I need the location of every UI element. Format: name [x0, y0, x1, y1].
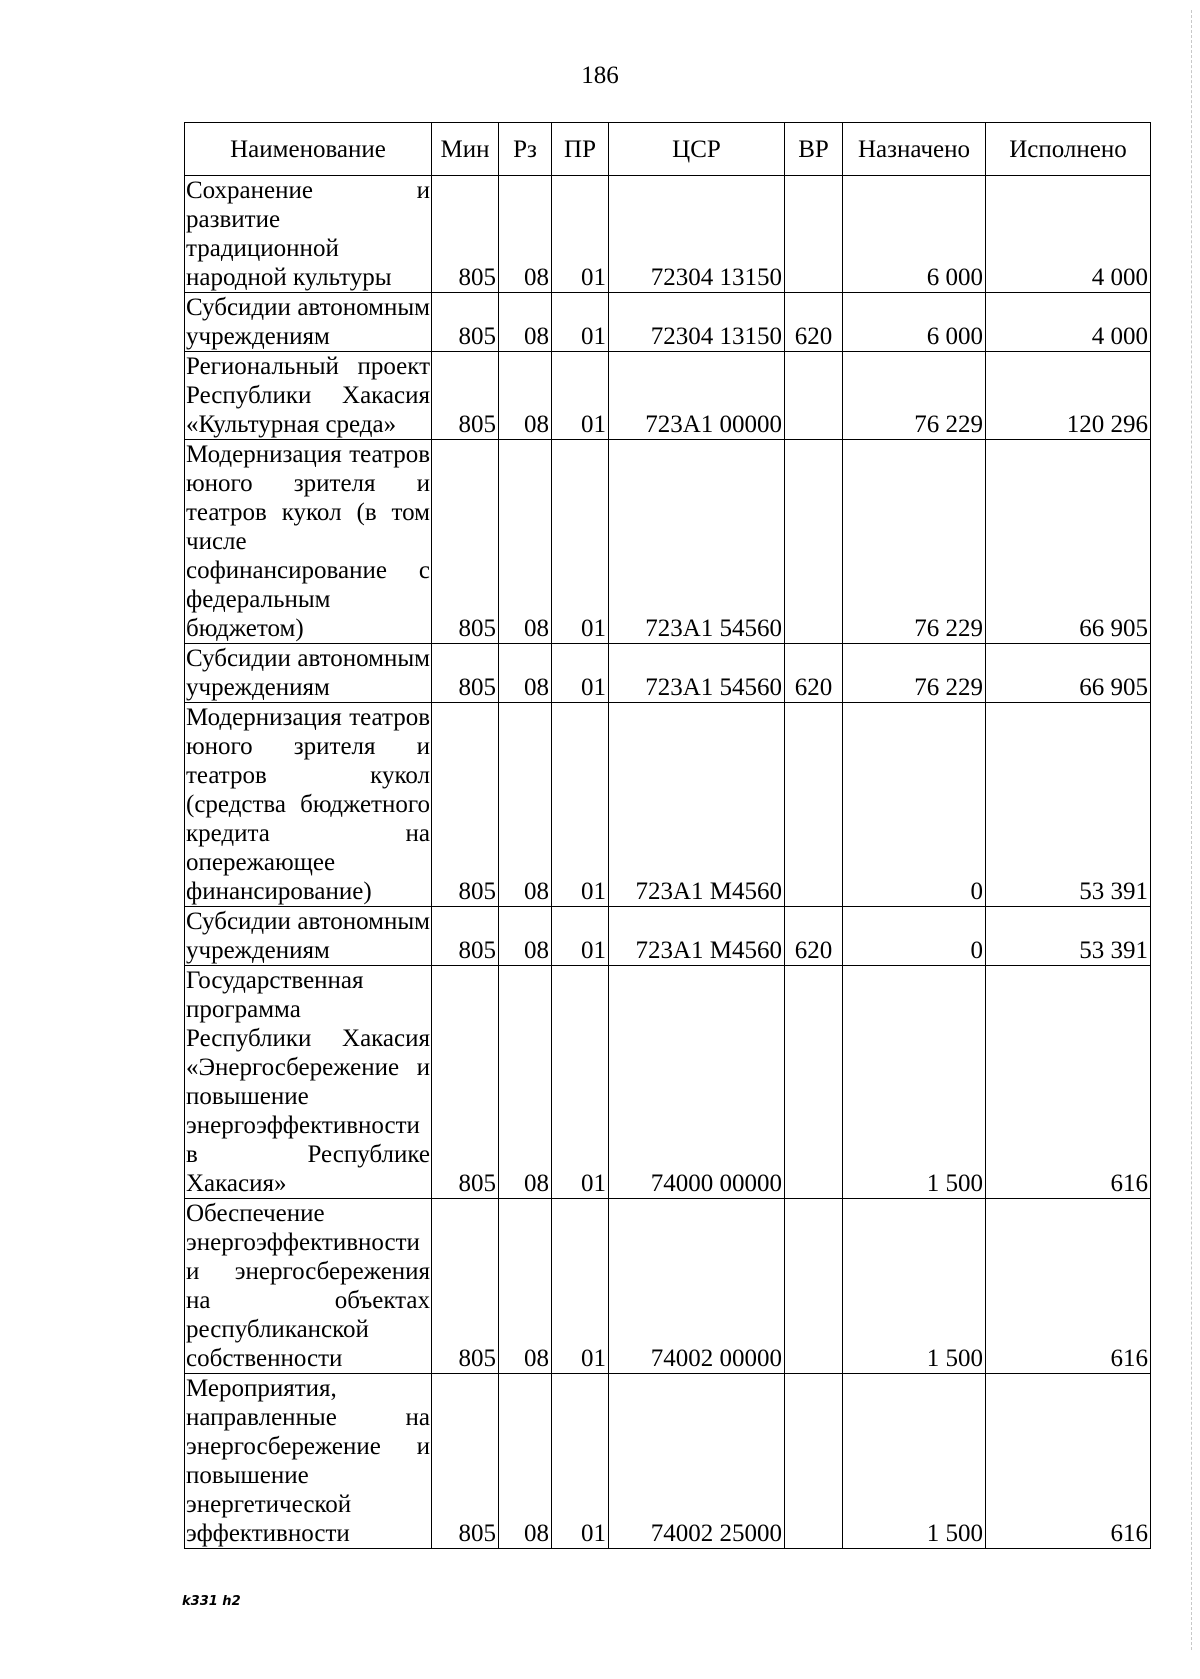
row-pr: 01 [552, 352, 609, 440]
row-assigned: 1 500 [843, 1374, 986, 1549]
table-row [185, 644, 1151, 703]
row-executed: 120 296 [986, 352, 1151, 440]
row-executed: 616 [986, 1199, 1151, 1374]
row-min: 805 [432, 440, 499, 644]
row-csr: 723А1 54560 [609, 644, 785, 703]
row-rz: 08 [499, 644, 552, 703]
row-name: Субсидии автономным учреждениям [186, 294, 430, 350]
table-header-row [185, 123, 1151, 176]
row-assigned: 76 229 [843, 352, 986, 440]
row-csr: 74000 00000 [609, 966, 785, 1199]
row-executed: 4 000 [986, 293, 1151, 352]
row-assigned: 6 000 [843, 176, 986, 293]
row-rz: 08 [499, 440, 552, 644]
table-row [185, 352, 1151, 440]
table-row [185, 1199, 1151, 1374]
row-pr: 01 [552, 1199, 609, 1374]
row-executed: 66 905 [986, 644, 1151, 703]
row-csr: 723А1 54560 [609, 440, 785, 644]
table-row [185, 176, 1151, 293]
header-rz: Рз [499, 123, 552, 176]
table-row [185, 966, 1151, 1199]
row-rz: 08 [499, 966, 552, 1199]
row-pr: 01 [552, 293, 609, 352]
row-assigned: 76 229 [843, 440, 986, 644]
row-pr: 01 [552, 644, 609, 703]
row-rz: 08 [499, 352, 552, 440]
row-vr [785, 440, 843, 644]
header-csr: ЦСР [609, 123, 785, 176]
row-vr [785, 1374, 843, 1549]
row-name: Государственная программа Республики Хакасия «Энергосбережение и повышение энергоэффективности в Республике Хакасия» [186, 967, 430, 1197]
row-rz: 08 [499, 176, 552, 293]
row-executed: 53 391 [986, 907, 1151, 966]
row-assigned: 0 [843, 703, 986, 907]
row-executed: 66 905 [986, 440, 1151, 644]
row-csr: 74002 25000 [609, 1374, 785, 1549]
row-rz: 08 [499, 1199, 552, 1374]
row-min: 805 [432, 1374, 499, 1549]
row-pr: 01 [552, 703, 609, 907]
row-min: 805 [432, 966, 499, 1199]
row-vr [785, 1199, 843, 1374]
row-rz: 08 [499, 907, 552, 966]
row-name: Сохранение и развитие традиционной народной культуры [186, 177, 430, 291]
row-min: 805 [432, 907, 499, 966]
row-assigned: 1 500 [843, 966, 986, 1199]
row-vr [785, 703, 843, 907]
row-min: 805 [432, 1199, 499, 1374]
row-executed: 53 391 [986, 703, 1151, 907]
row-name: Модернизация театров юного зрителя и театров кукол (в том числе софинансирование с федеральным бюджетом) [186, 441, 430, 642]
row-vr [785, 966, 843, 1199]
footer-code: k331 h2 [182, 1594, 241, 1609]
row-csr: 72304 13150 [609, 176, 785, 293]
row-min: 805 [432, 352, 499, 440]
row-rz: 08 [499, 703, 552, 907]
row-min: 805 [432, 644, 499, 703]
row-rz: 08 [499, 1374, 552, 1549]
row-vr: 620 [785, 644, 843, 703]
header-pr: ПР [552, 123, 609, 176]
row-vr [785, 176, 843, 293]
header-executed: Исполнено [986, 123, 1151, 176]
row-rz: 08 [499, 293, 552, 352]
table-row [185, 293, 1151, 352]
row-assigned: 0 [843, 907, 986, 966]
row-name: Модернизация театров юного зрителя и театров кукол (средства бюджетного кредита на опережающее финансирование) [186, 704, 430, 905]
row-assigned: 6 000 [843, 293, 986, 352]
table-row [185, 440, 1151, 644]
header-vr: ВР [785, 123, 843, 176]
row-pr: 01 [552, 176, 609, 293]
budget-table [184, 122, 1151, 1549]
row-name: Субсидии автономным учреждениям [186, 908, 430, 964]
header-min: Мин [432, 123, 499, 176]
row-pr: 01 [552, 1374, 609, 1549]
page-number: 186 [581, 62, 619, 89]
header-name: Наименование [185, 123, 432, 176]
row-name: Обеспечение энергоэффективности и энергосбережения на объектах республиканской собственности [186, 1200, 430, 1372]
row-csr: 723А1 М4560 [609, 703, 785, 907]
row-csr: 723А1 М4560 [609, 907, 785, 966]
row-assigned: 1 500 [843, 1199, 986, 1374]
row-name: Региональный проект Республики Хакасия «Культурная среда» [186, 353, 430, 438]
row-pr: 01 [552, 907, 609, 966]
row-vr: 620 [785, 907, 843, 966]
row-csr: 723А1 00000 [609, 352, 785, 440]
row-csr: 74002 00000 [609, 1199, 785, 1374]
table-row [185, 703, 1151, 907]
table-row [185, 907, 1151, 966]
header-assigned: Назначено [843, 123, 986, 176]
row-min: 805 [432, 703, 499, 907]
row-pr: 01 [552, 966, 609, 1199]
row-executed: 616 [986, 966, 1151, 1199]
row-pr: 01 [552, 440, 609, 644]
row-assigned: 76 229 [843, 644, 986, 703]
row-executed: 4 000 [986, 176, 1151, 293]
row-executed: 616 [986, 1374, 1151, 1549]
row-name: Субсидии автономным учреждениям [186, 645, 430, 701]
row-csr: 72304 13150 [609, 293, 785, 352]
row-min: 805 [432, 293, 499, 352]
row-vr [785, 352, 843, 440]
row-vr: 620 [785, 293, 843, 352]
table-row [185, 1374, 1151, 1549]
row-name: Мероприятия, направленные на энергосбережение и повышение энергетической эффективности [186, 1375, 430, 1547]
scan-edge-artifact [1190, 10, 1192, 1650]
row-min: 805 [432, 176, 499, 293]
